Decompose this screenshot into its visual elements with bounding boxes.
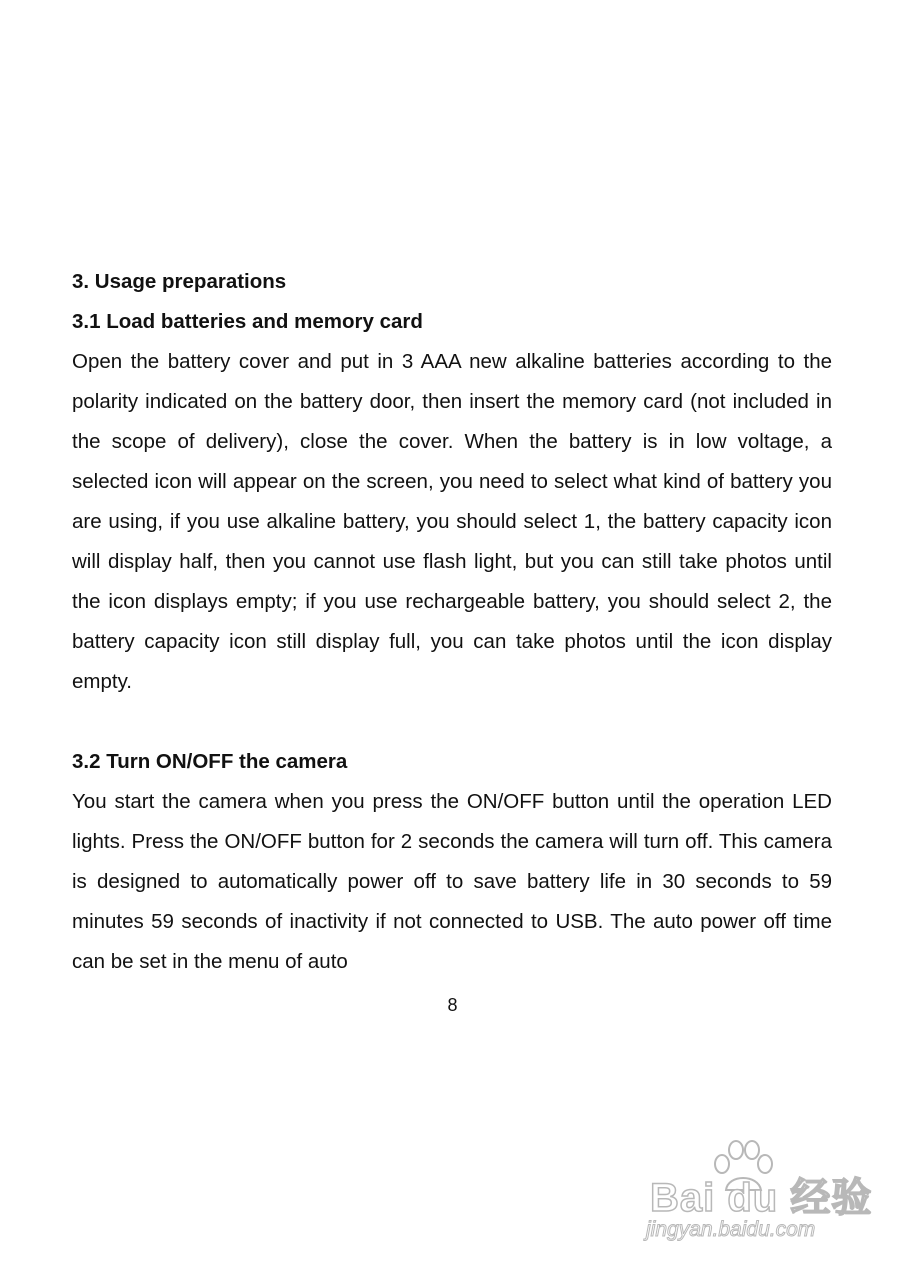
watermark-logo-text: Bai du 经验 [650, 1176, 873, 1220]
paragraph-spacer [72, 702, 832, 742]
baidu-watermark [640, 1138, 873, 1248]
watermark-url: jingyan.baidu.com [646, 1218, 816, 1241]
subsection-heading-turn-on-off: 3.2 Turn ON/OFF the camera [72, 750, 348, 773]
subsection-heading-load-batteries: 3.1 Load batteries and memory card [72, 310, 423, 333]
document-page [72, 262, 832, 982]
page-number: 8 [447, 995, 458, 1015]
paragraph-load-batteries: Open the battery cover and put in 3 AAA new alkaline batteries according to the polarity indicated on the battery door, then insert the memory card (not included in the scope of delivery), close the cover. When the battery is in low voltage, a selected icon will appear on the screen, you need to select what kind of battery you are using, if you use alkaline battery, you should select 1, the battery capacity icon will display half, then you cannot use flash light, but you can still take photos until the icon displays empty; if you use rechargeable battery, you should select 2, the battery capacity icon still display full, you can take photos until the icon display empty. [72, 350, 832, 693]
paragraph-turn-on-off: You start the camera when you press the ON/OFF button until the operation LED lights. Press the ON/OFF button for 2 seconds the camera will turn off. This camera is designed to automatically power off to save battery life in 30 seconds to 59 minutes 59 seconds of inactivity if not connected to USB. The auto power off time can be set in the menu of auto [72, 790, 832, 973]
section-heading: 3. Usage preparations [72, 270, 287, 293]
